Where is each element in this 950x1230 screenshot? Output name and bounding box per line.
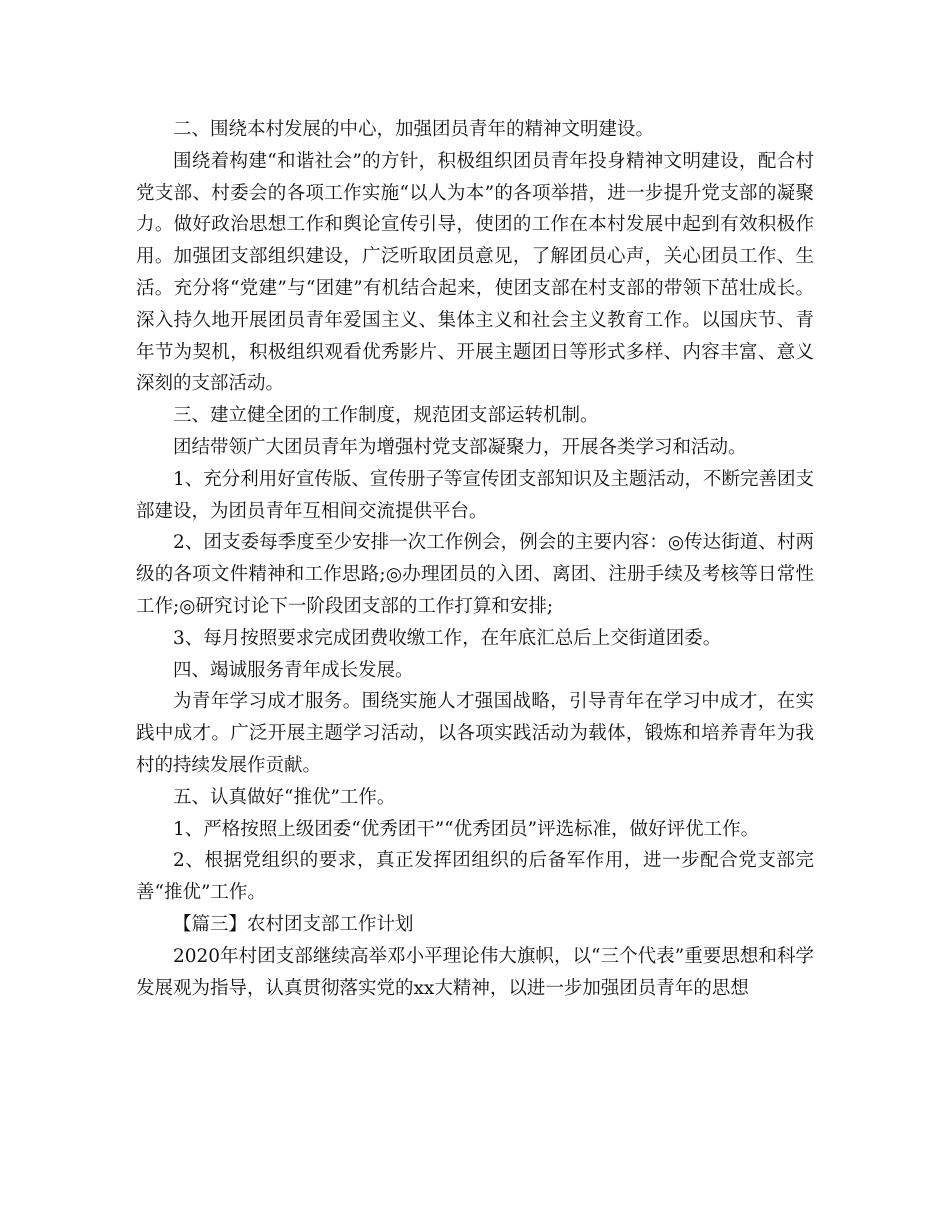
paragraph-youth-learning: 为青年学习成才服务。围绕实施人才强国战略，引导青年在学习中成才，在实践中成才。广泛开展主题学习活动，以各项实践活动为载体，锻炼和培养青年为我村的持续发展作贡献。 [136, 691, 814, 776]
heading-section-4: 四、竭诚服务青年成长发展。 [173, 659, 414, 681]
chapter-title-part-3: 【篇三】农村团支部工作计划 [173, 913, 414, 935]
heading-section-2: 二、围绕本村发展的中心，加强团员青年的精神文明建设。 [173, 119, 655, 140]
list-item-recommend-1: 1、严格按照上级团委“优秀团干”“优秀团员”评选标准，做好评优工作。 [173, 818, 760, 840]
list-item-1: 1、充分利用好宣传版、宣传册子等宣传团支部知识及主题活动，不断完善团支部建设，为团员青年互相间交流提供平台。 [136, 468, 814, 522]
list-item-3: 3、每月按照要求完成团费收缴工作，在年底汇总后上交街道团委。 [173, 627, 722, 649]
list-item-recommend-2: 2、根据党组织的要求，真正发挥团组织的后备军作用，进一步配合党支部完善“推优”工作。 [136, 850, 814, 904]
paragraph-spiritual-civilization: 围绕着构建“和谐社会”的方针，积极组织团员青年投身精神文明建设，配合村党支部、村委会的各项工作实施“以人为本”的各项举措，进一步提升党支部的凝聚力。做好政治思想工作和舆论宣传引导，使团的工作在本村发展中起到有效积极作用。加强团支部组织建设，广泛听取团员意见，了解团员心声，关心团员工作、生活。充分将“党建”与“团建”有机结合起来，使团支部在村支部的带领下茁壮成长。深入持久地开展团员青年爱国主义、集体主义和社会主义教育工作。以国庆节、青年节为契机，积极组织观看优秀影片、开展主题团日等形式多样、内容丰富、意义深刻的支部活动。 [136, 150, 814, 395]
paragraph-unite-youth: 团结带领广大团员青年为增强村党支部凝聚力，开展各类学习和活动。 [173, 436, 747, 458]
heading-section-3: 三、建立健全团的工作制度，规范团支部运转机制。 [173, 405, 599, 427]
paragraph-2020-plan: 2020年村团支部继续高举邓小平理论伟大旗帜，以“三个代表”重要思想和科学发展观为指导，认真贯彻落实党的xx大精神，以进一步加强团员青年的思想 [136, 945, 814, 999]
heading-section-5: 五、认真做好“推优”工作。 [173, 786, 396, 808]
list-item-2: 2、团支委每季度至少安排一次工作例会，例会的主要内容：◎传达街道、村两级的各项文件精神和工作思路;◎办理团员的入团、离团、注册手续及考核等日常性工作;◎研究讨论下一阶段团支部的工作打算和安排; [136, 532, 814, 617]
